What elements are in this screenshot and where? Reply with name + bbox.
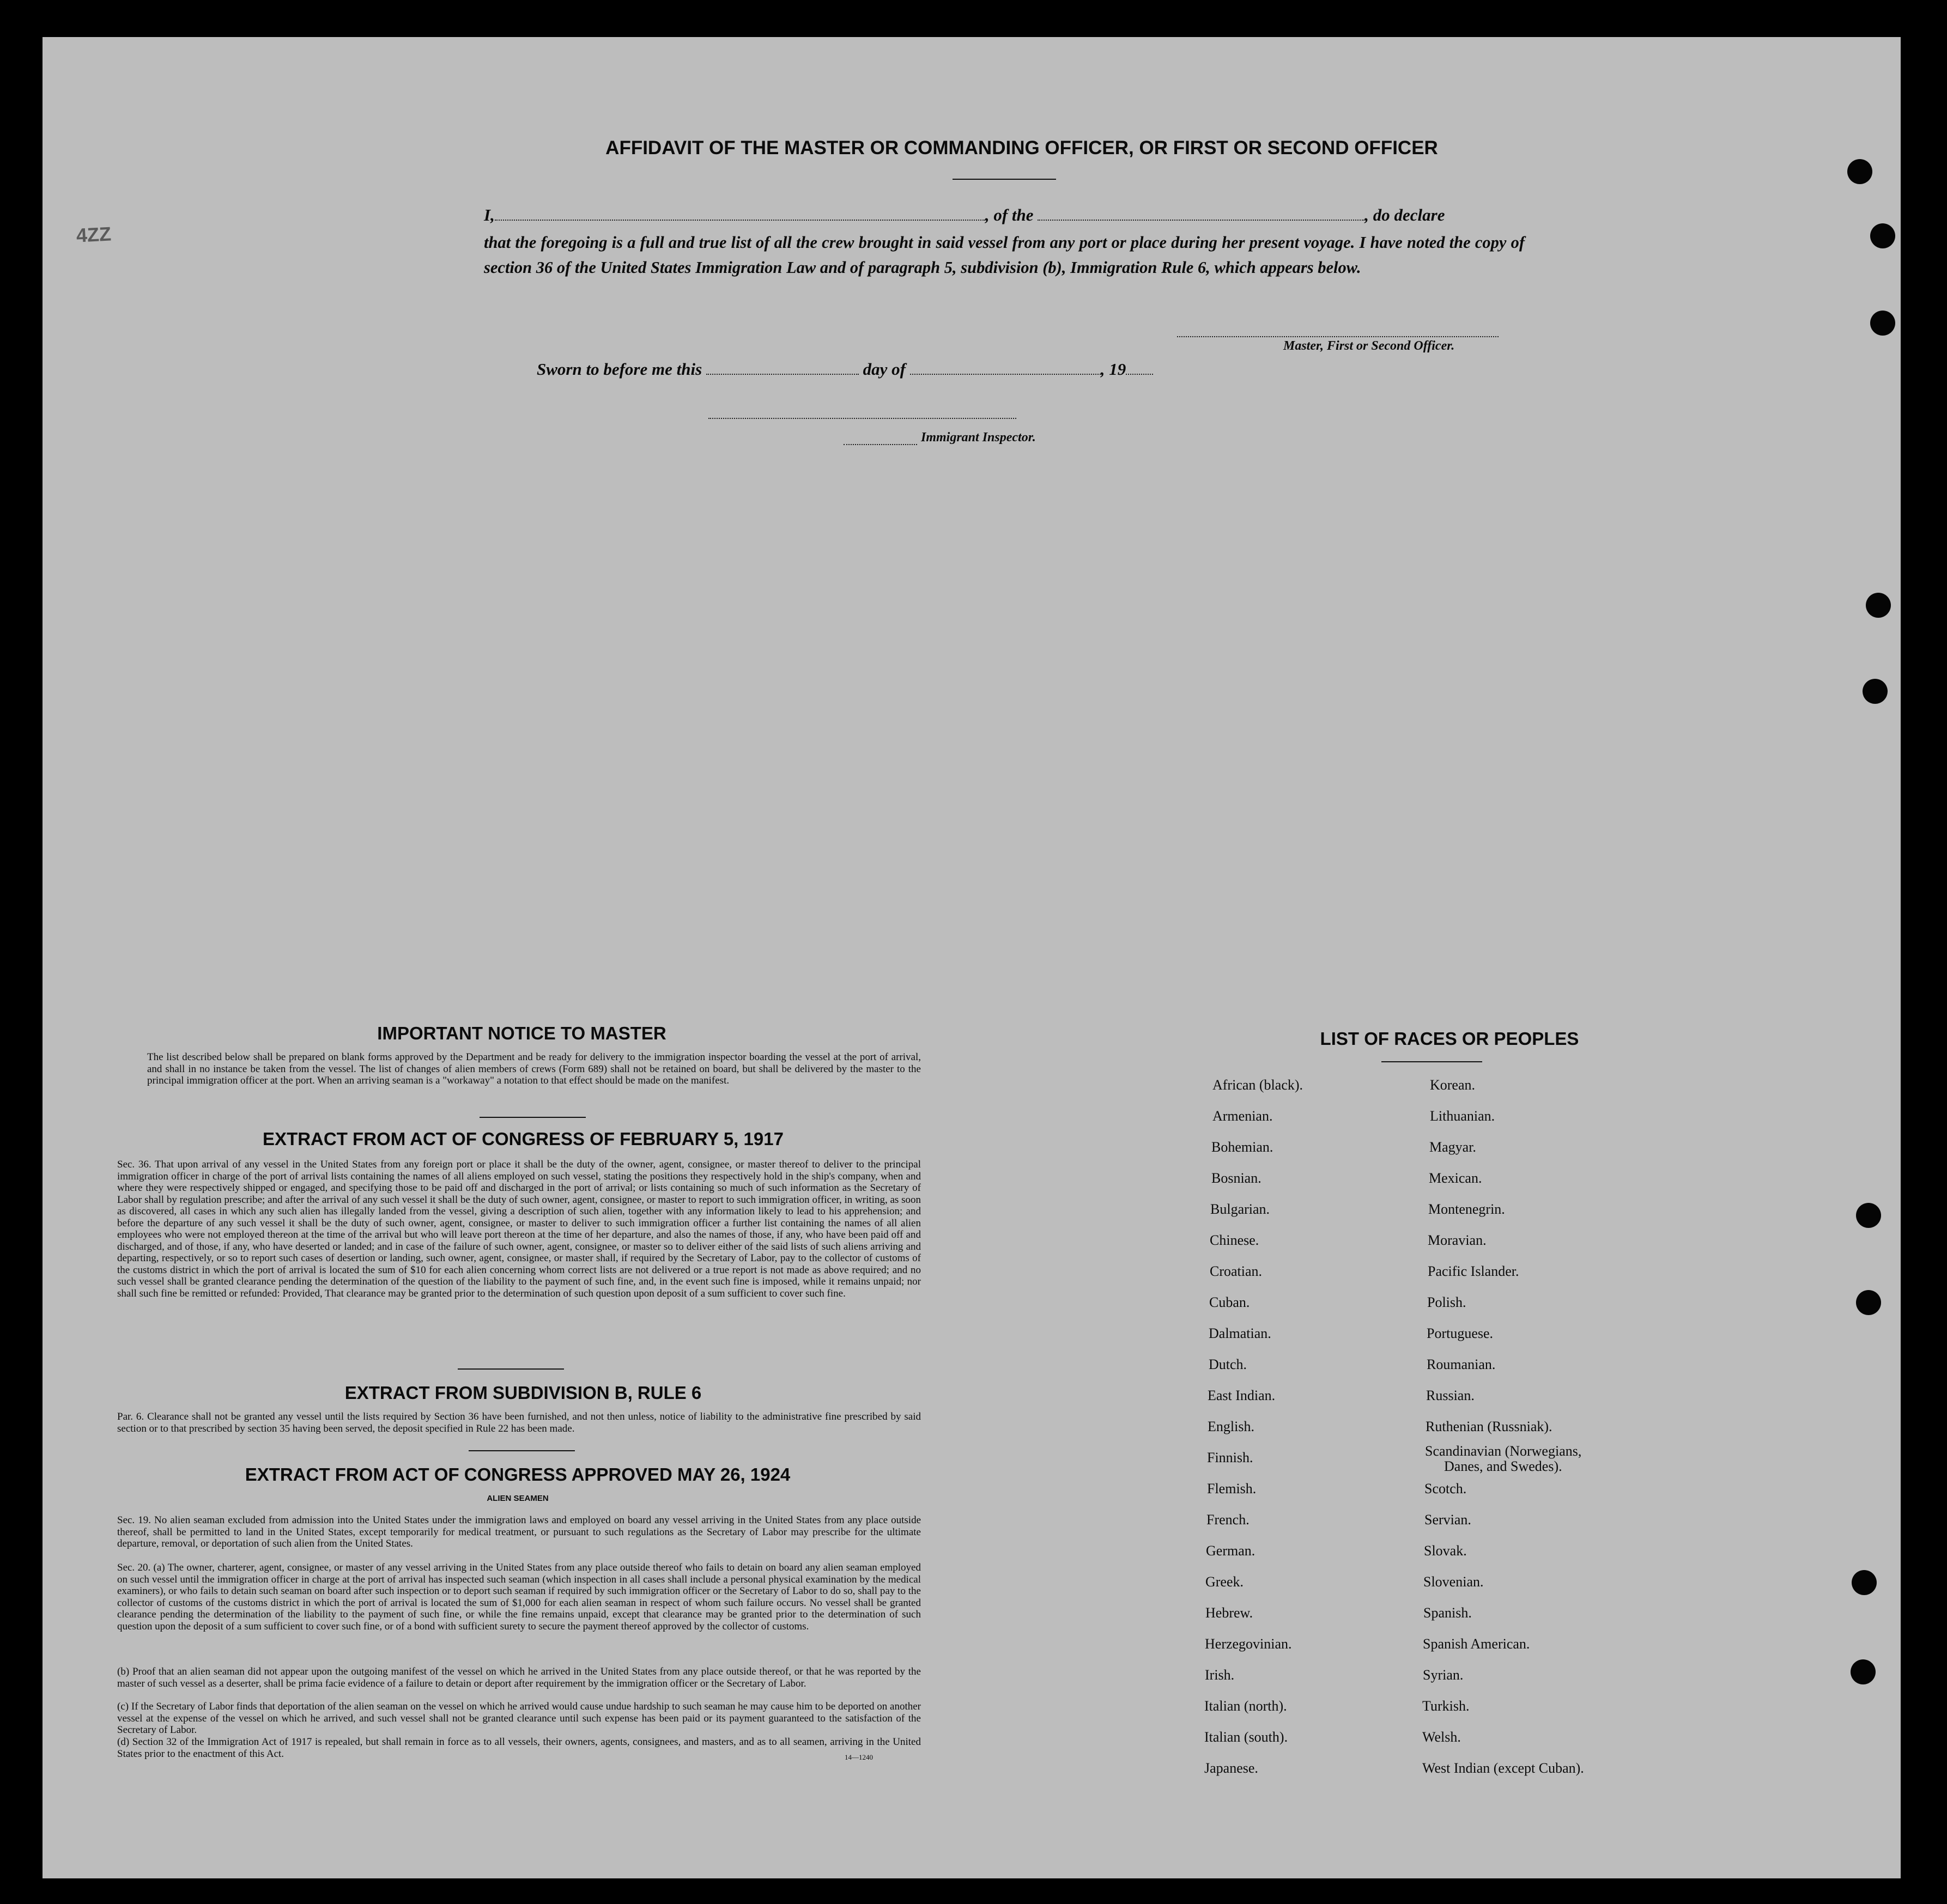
race-item-left: Italian (north). xyxy=(1204,1698,1287,1714)
race-item-left: English. xyxy=(1208,1419,1254,1434)
section-divider xyxy=(469,1450,575,1451)
race-item-right: Lithuanian. xyxy=(1430,1108,1495,1124)
sworn-prefix: Sworn to before me this xyxy=(537,360,702,379)
affidavit-title: AFFIDAVIT OF THE MASTER OR COMMANDING OFFICER, OR FIRST OR SECOND OFFICER xyxy=(605,137,1438,159)
notice-text: The list described below shall be prepared on blank forms approved by the Department and be ready for delivery to the immigration inspector boarding the vessel at the port of arrival, and shall in no instance be taken from the vessel. The list of changes of alien members of crews (Form 689) shall not be retained on board, but shall be delivered by the master to the principal immigration officer at the port. When an arriving seaman is a "workaway" a notation to that effect should be made on the manifest. xyxy=(147,1051,921,1086)
sworn-year-field[interactable] xyxy=(1126,374,1153,375)
race-item-left: Bosnian. xyxy=(1211,1170,1261,1186)
extract-1924-subtitle: ALIEN SEAMEN xyxy=(487,1494,549,1503)
race-item-left: Croatian. xyxy=(1210,1263,1263,1279)
vessel-prefix: , of the xyxy=(985,205,1034,224)
race-item-right: Korean. xyxy=(1430,1077,1476,1093)
race-item-left: Bulgarian. xyxy=(1210,1201,1270,1217)
signature-line[interactable] xyxy=(1177,336,1499,337)
race-item-left: Finnish. xyxy=(1207,1450,1253,1465)
inspector-signature-line[interactable] xyxy=(708,418,1016,419)
sworn-day-label: day of xyxy=(863,360,906,379)
binder-hole-icon xyxy=(1847,159,1872,184)
race-item-right: Slovak. xyxy=(1424,1543,1467,1559)
race-item-left: Chinese. xyxy=(1210,1232,1259,1248)
race-item-left: Irish. xyxy=(1205,1667,1235,1683)
notice-title: IMPORTANT NOTICE TO MASTER xyxy=(377,1023,666,1043)
extract-1924-sec20d: (d) Section 32 of the Immigration Act of 1917 is repealed, but shall remain in force as to all vessels, their owners, agents, consignees, and masters, and as to all seamen, arriving in the United States prior to the enactment of this Act. xyxy=(117,1736,921,1760)
sworn-line xyxy=(537,360,1153,379)
race-item-right-continuation: Danes, and Swedes). xyxy=(1444,1458,1562,1474)
margin-stamp: 4ZZ xyxy=(75,222,112,247)
binder-hole-icon xyxy=(1870,223,1895,248)
extract-1917-title: EXTRACT FROM ACT OF CONGRESS OF FEBRUARY 5, 1917 xyxy=(263,1129,784,1149)
race-item-right: Syrian. xyxy=(1423,1667,1464,1683)
race-item-right: Spanish. xyxy=(1423,1605,1472,1621)
race-item-right: Mexican. xyxy=(1429,1170,1482,1186)
race-item-right: Russian. xyxy=(1426,1388,1475,1403)
race-item-right: Ruthenian (Russniak). xyxy=(1426,1419,1552,1434)
race-item-right: Scandinavian (Norwegians, xyxy=(1425,1443,1582,1459)
rule-6-title: EXTRACT FROM SUBDIVISION B, RULE 6 xyxy=(344,1383,702,1403)
race-item-left: Dalmatian. xyxy=(1209,1325,1271,1341)
extract-1924-title: EXTRACT FROM ACT OF CONGRESS APPROVED MAY 26, 1924 xyxy=(245,1464,791,1485)
extract-1924-sec19: Sec. 19. No alien seaman excluded from admission into the United States under the immigration laws and employed on board any vessel arriving in the United States from any place outside thereof, shall be permitted to land in the United States, except temporarily for medical treatment, or pursuant to such regulations as the Secretary of Labor may prescribe for the ultimate departure, removal, or deportation of such alien from the United States. xyxy=(117,1514,921,1549)
race-item-right: Spanish American. xyxy=(1423,1636,1530,1652)
race-item-left: African (black). xyxy=(1212,1077,1303,1093)
section-divider xyxy=(458,1368,564,1370)
title-underline xyxy=(953,179,1056,180)
race-item-right: Servian. xyxy=(1424,1512,1471,1528)
signature-label: Master, First or Second Officer. xyxy=(1283,339,1455,353)
race-item-left: German. xyxy=(1206,1543,1255,1559)
race-item-left: Armenian. xyxy=(1212,1108,1273,1124)
affidavit-line-1 xyxy=(484,205,1525,225)
race-item-right: Montenegrin. xyxy=(1428,1201,1505,1217)
race-item-right: Moravian. xyxy=(1428,1232,1487,1248)
declare-text: , do declare xyxy=(1364,205,1445,224)
extract-1917-text: Sec. 36. That upon arrival of any vessel in the United States from any foreign port or place it shall be the duty of the owner, agent, consignee, or master thereof to deliver to the principal immigration officer in charge of the port of arrival lists containing the names of all aliens employed on such vessel, stating the positions they respectively hold in the ship's company, when and where they were respectively shipped or engaged, and specifying those to be paid off and discharged in the port of arrival; or lists containing so much of such information as the Secretary of Labor shall by regulation prescribe; and after the arrival of any such vessel it shall be the duty of such owner, agent, consignee, or master to report to such immigration officer, in writing, as soon as discovered, all cases in which any such alien has illegally landed from the vessel, giving a description of such alien, together with any information likely to lead to his apprehension; and before the departure of any such vessel it shall be the duty of such owner, agent, consignee, or master to deliver to such immigration officer a further list containing the names of all alien employees who were not employed thereon at the time of the arrival but who will leave port thereon at the time of her departure, and also the names of those, if any, who have been paid off and discharged, and of those, if any, who have deserted or landed; and in case of the failure of such owner, agent, consignee, or master so to deliver either of the said lists of such aliens arriving and departing, respectively, or so to report such cases of desertion or landing, such owner, agent, consignee, or master shall, if required by the Secretary of Labor, pay to the collector of customs of the customs district in which the port of arrival is located the sum of $10 for each alien concerning whom correct lists are not delivered or a true report is not made as above required; and no such vessel shall be granted clearance pending the determination of the question of the liability to the payment of such fine, and, in the event such fine is imposed, while it remains unpaid; nor shall such fine be remitted or refunded: Provided, That clearance may be granted prior to the determination of such question upon deposit of a sum sufficient to cover such fine. xyxy=(117,1159,921,1299)
race-item-right: Roumanian. xyxy=(1427,1356,1496,1372)
inspector-prefix-line[interactable] xyxy=(844,444,917,445)
race-item-left: Greek. xyxy=(1205,1574,1244,1590)
race-item-left: French. xyxy=(1206,1512,1250,1528)
sworn-day-field[interactable] xyxy=(706,374,859,375)
binder-hole-icon xyxy=(1856,1290,1881,1315)
race-item-left: Cuban. xyxy=(1209,1294,1250,1310)
races-title-underline xyxy=(1381,1061,1482,1062)
race-item-right: Pacific Islander. xyxy=(1428,1263,1519,1279)
race-item-left: Bohemian. xyxy=(1211,1139,1273,1155)
inspector-label: Immigrant Inspector. xyxy=(921,430,1036,445)
binder-hole-icon xyxy=(1866,593,1891,618)
declarant-name-field[interactable] xyxy=(495,220,985,221)
race-item-right: Welsh. xyxy=(1422,1729,1461,1745)
affidavit-body: that the foregoing is a full and true list of all the crew brought in said vessel from any port or place during her present voyage. I have noted the copy of section 36 of the United States Immigration Law and of paragraph 5, subdivision (b), Immigration Rule 6, which appears below. xyxy=(484,233,1525,277)
race-item-left: East Indian. xyxy=(1208,1388,1276,1403)
race-item-left: Herzegovinian. xyxy=(1205,1636,1292,1652)
vessel-name-field[interactable] xyxy=(1038,220,1364,221)
binder-hole-icon xyxy=(1856,1203,1881,1228)
race-item-right: West Indian (except Cuban). xyxy=(1422,1760,1584,1776)
race-item-left: Japanese. xyxy=(1204,1760,1258,1776)
races-title: LIST OF RACES OR PEOPLES xyxy=(1320,1029,1579,1049)
binder-hole-icon xyxy=(1870,311,1895,336)
race-item-left: Italian (south). xyxy=(1204,1729,1288,1745)
sworn-year-label: , 19 xyxy=(1100,360,1126,379)
binder-hole-icon xyxy=(1863,679,1888,704)
race-item-left: Hebrew. xyxy=(1205,1605,1253,1621)
binder-hole-icon xyxy=(1851,1659,1876,1684)
form-number: 14—1240 xyxy=(845,1753,873,1761)
rule-6-text: Par. 6. Clearance shall not be granted any vessel until the lists required by Section 36 have been furnished, and not then unless, notice of liability to the administrative fine prescribed by said section or to that prescribed by section 35 having been served, the deposit specified in Rule 22 has been made. xyxy=(117,1411,921,1434)
race-item-right: Polish. xyxy=(1427,1294,1466,1310)
race-item-right: Portuguese. xyxy=(1427,1325,1494,1341)
race-item-left: Flemish. xyxy=(1207,1481,1257,1497)
race-item-right: Turkish. xyxy=(1422,1698,1470,1714)
race-item-right: Scotch. xyxy=(1424,1481,1467,1497)
binder-hole-icon xyxy=(1852,1570,1877,1595)
race-item-right: Magyar. xyxy=(1429,1139,1476,1155)
extract-1924-sec20a: Sec. 20. (a) The owner, charterer, agent, consignee, or master of any vessel arriving in the United States from any place outside thereof who fails to detain on board any alien seaman employed on such vessel until the immigration officer in charge at the port of arrival has inspected such seaman (which inspection in all cases shall include a personal physical examination by the medical examiners), or who fails to detain such seaman on board after such inspection or to deport such seaman if required by such immigration officer or the Secretary of Labor to do so, shall pay to the collector of customs of the customs district in which the port of arrival is located the sum of $1,000 for each alien seaman in respect of whom such failure occurs. No vessel shall be granted clearance pending the determination of the liability to the payment of such fine, or while the fine remains unpaid, except that clearance may be granted prior to the determination of such question upon the deposit of a sum sufficient to cover such fine, or of a bond with sufficient surety to secure the payment thereof approved by the collector of customs. xyxy=(117,1562,921,1632)
extract-1924-sec20b: (b) Proof that an alien seaman did not appear upon the outgoing manifest of the vessel on which he arrived in the United States from any place outside thereof, or that he was reported by the master of such vessel as a deserter, shall be prima facie evidence of a failure to detain or deport after requirement by the immigration officer or the Secretary of Labor. xyxy=(117,1666,921,1689)
section-divider xyxy=(480,1117,586,1118)
extract-1924-sec20c: (c) If the Secretary of Labor finds that deportation of the alien seaman on the vessel on which he arrived would cause undue hardship to such seaman he may cause him to be deported on another vessel at the expense of the vessel on which he arrived, and such vessel shall not be granted clearance until such expense has been paid or its payment guaranteed to the satisfaction of the Secretary of Labor. xyxy=(117,1701,921,1736)
declarant-prefix: I, xyxy=(484,205,495,224)
sworn-month-field[interactable] xyxy=(910,374,1101,375)
race-item-left: Dutch. xyxy=(1209,1356,1247,1372)
race-item-right: Slovenian. xyxy=(1423,1574,1484,1590)
